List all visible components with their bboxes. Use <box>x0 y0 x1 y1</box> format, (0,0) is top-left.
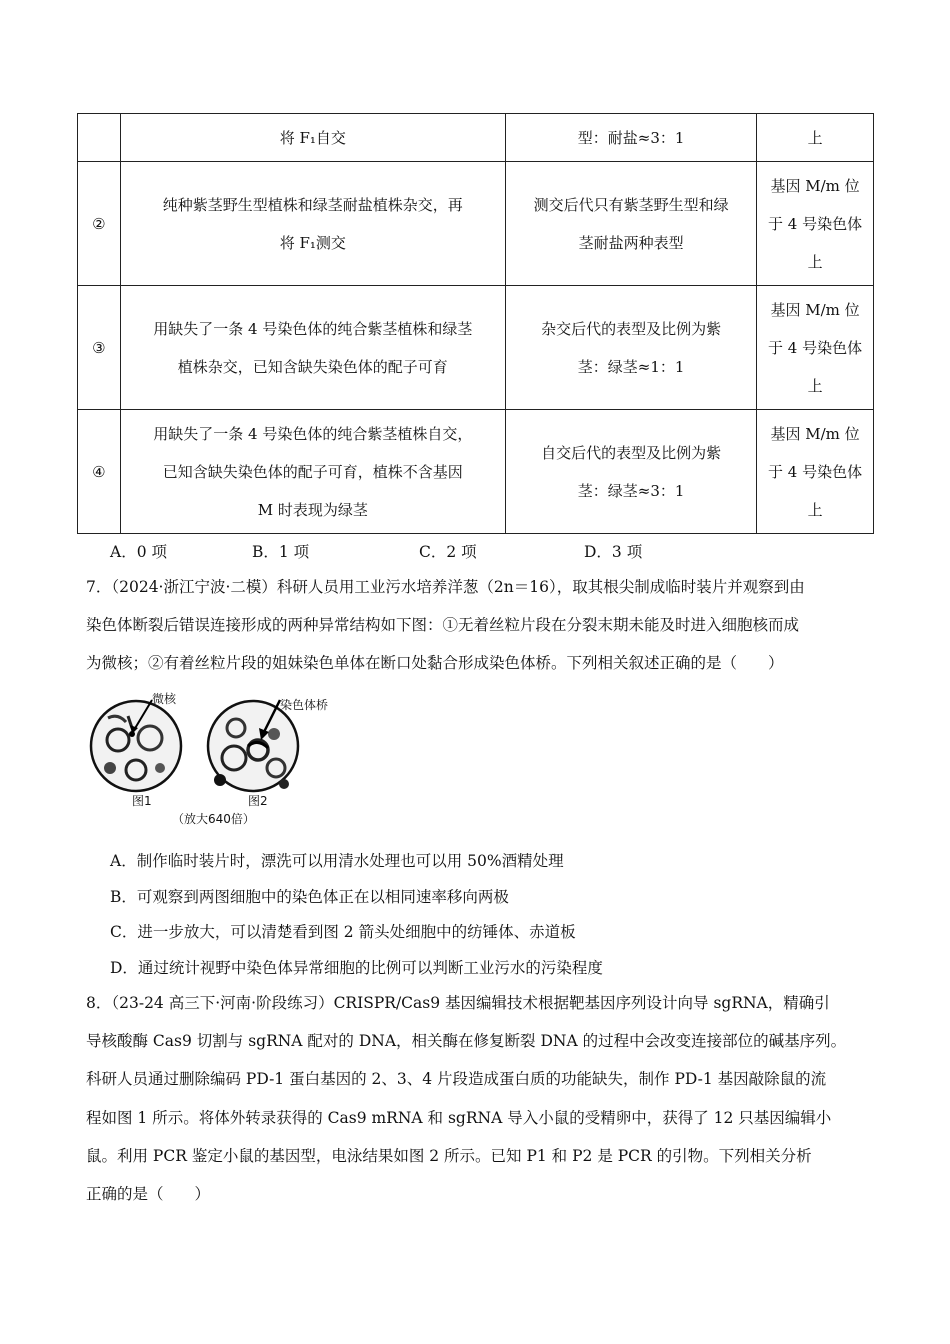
option-d[interactable]: D．3 项 <box>584 543 643 561</box>
q8-stem-line: 程如图 1 所示。将体外转录获得的 Cas9 mRNA 和 sgRNA 导入小鼠的受精卵中，获得了 12 只基因编辑小 <box>86 1109 832 1127</box>
option-c[interactable]: C．2 项 <box>419 543 477 561</box>
result-cell: 型：耐盐≈3：1 <box>506 114 757 162</box>
q7-option-d[interactable]: D．通过统计视野中染色体异常细胞的比例可以判断工业污水的污染程度 <box>110 959 603 977</box>
row-number <box>78 114 121 162</box>
q8-stem-line: 导核酸酶 Cas9 切割与 sgRNA 配对的 DNA，相关酶在修复断裂 DNA 的过程中会改变连接部位的碱基序列。 <box>86 1032 847 1050</box>
caption-figure-2: 图2 <box>248 794 268 808</box>
conclusion-cell: 基因 M/m 位 于 4 号染色体 上 <box>757 410 874 534</box>
conclusion-cell: 基因 M/m 位 于 4 号染色体 上 <box>757 286 874 410</box>
q6-options <box>0 540 950 560</box>
table-row <box>78 114 874 162</box>
conclusion-cell: 上 <box>757 114 874 162</box>
caption-figure-1: 图1 <box>132 794 152 808</box>
q8-stem-line: 鼠。利用 PCR 鉴定小鼠的基因型，电泳结果如图 2 所示。已知 P1 和 P2 是 PCR 的引物。下列相关分析 <box>86 1147 812 1165</box>
result-cell: 杂交后代的表型及比例为紫 茎：绿茎≈1：1 <box>506 286 757 410</box>
conclusion-cell: 基因 M/m 位 于 4 号染色体 上 <box>757 162 874 286</box>
option-a[interactable]: A．0 项 <box>110 543 167 561</box>
table-row <box>78 410 874 534</box>
q8-stem-line: 正确的是（ ） <box>86 1185 211 1203</box>
q7-stem-line: 为微核；②有着丝粒片段的姐妹染色单体在断口处黏合形成染色体桥。下列相关叙述正确的是（ ） <box>86 654 784 672</box>
result-cell: 测交后代只有紫茎野生型和绿 茎耐盐两种表型 <box>506 162 757 286</box>
q7-stem-line: 7．（2024·浙江宁波·二模）科研人员用工业污水培养洋葱（2n＝16），取其根尖制成临时装片并观察到由 <box>86 578 805 596</box>
magnification-note: （放大640倍） <box>172 812 255 826</box>
q7-stem-line: 染色体断裂后错误连接形成的两种异常结构如下图：①无着丝粒片段在分裂末期未能及时进入细胞核而成 <box>86 616 800 634</box>
q7-option-c[interactable]: C．进一步放大，可以清楚看到图 2 箭头处细胞中的纺锤体、赤道板 <box>110 923 576 941</box>
option-b[interactable]: B．1 项 <box>252 543 310 561</box>
table-row <box>78 162 874 286</box>
q7-option-b[interactable]: B．可观察到两图细胞中的染色体正在以相同速率移向两极 <box>110 888 509 906</box>
method-cell: 用缺失了一条 4 号染色体的纯合紫茎植株和绿茎 植株杂交，已知含缺失染色体的配子可育 <box>120 286 505 410</box>
q7-option-a[interactable]: A．制作临时装片时，漂洗可以用清水处理也可以用 50%酒精处理 <box>110 852 564 870</box>
q8-stem-line: 8．（23-24 高三下·河南·阶段练习）CRISPR/Cas9 基因编辑技术根据靶基因序列设计向导 sgRNA，精确引 <box>86 994 830 1012</box>
row-number: ③ <box>78 286 121 410</box>
result-cell: 自交后代的表型及比例为紫 茎：绿茎≈3：1 <box>506 410 757 534</box>
label-micronucleus: 微核 <box>152 692 177 706</box>
micrograph-figure <box>88 688 348 828</box>
q8-stem-line: 科研人员通过删除编码 PD-1 蛋白基因的 2、3、4 片段造成蛋白质的功能缺失，制作 PD-1 基因敲除鼠的流 <box>86 1070 827 1088</box>
method-cell: 将 F₁自交 <box>120 114 505 162</box>
experiment-table <box>77 113 874 534</box>
method-cell: 纯种紫茎野生型植株和绿茎耐盐植株杂交，再 将 F₁测交 <box>120 162 505 286</box>
method-cell: 用缺失了一条 4 号染色体的纯合紫茎植株自交， 已知含缺失染色体的配子可育，植株不含基因 M 时表现为绿茎 <box>120 410 505 534</box>
row-number: ② <box>78 162 121 286</box>
label-chromosome-bridge: 染色体桥 <box>280 698 329 712</box>
table-row <box>78 286 874 410</box>
row-number: ④ <box>78 410 121 534</box>
